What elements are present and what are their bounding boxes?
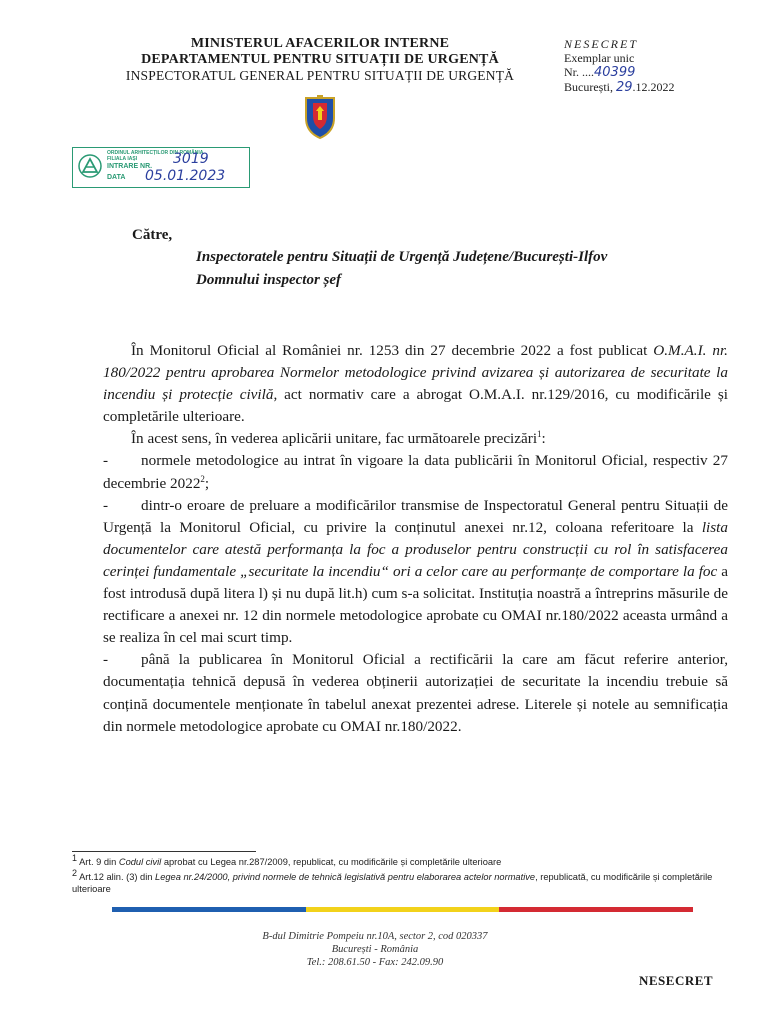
classification-label: NESECRET bbox=[564, 37, 639, 51]
bullet-dash: - bbox=[103, 651, 109, 669]
bullet-1-text: normele metodologice au intrat în vigoare la data publicării în Monitorul Oficial, respectiv 27 decembrie 2022 bbox=[103, 452, 728, 492]
intro-text-a: În Monitorul Oficial al României nr. 1253 din 27 decembrie 2022 a fost publicat bbox=[131, 342, 654, 359]
inspectorate-name: INSPECTORATUL GENERAL PENTRU SITUAȚII DE URGENȚĂ bbox=[125, 68, 515, 83]
ministry-name: MINISTERUL AFACERILOR INTERNE bbox=[190, 36, 450, 51]
institution-address bbox=[200, 930, 550, 969]
flag-stripe-blue bbox=[112, 907, 306, 912]
clarifications-colon: : bbox=[541, 430, 546, 448]
flag-stripe-red bbox=[499, 907, 693, 912]
coat-of-arms-icon bbox=[301, 94, 339, 140]
footnote-2-number: 2 bbox=[72, 867, 78, 878]
recipient-line2: Domnului inspector șef bbox=[196, 272, 342, 288]
oar-logo-icon bbox=[78, 154, 102, 178]
footnote-ref-1: 1 bbox=[537, 429, 542, 440]
paragraph-clarifications bbox=[103, 428, 728, 450]
stamp-org-line1: ORDINUL ARHITECȚILOR DIN ROMÂNIA bbox=[107, 150, 204, 156]
footnote-ref-2: 2 bbox=[200, 473, 205, 484]
issue-date bbox=[564, 80, 675, 95]
flag-stripe bbox=[112, 907, 693, 912]
classification-block bbox=[564, 37, 675, 95]
date-day-handwritten: 29 bbox=[616, 80, 633, 95]
number-handwritten: 40399 bbox=[594, 65, 636, 80]
address-phone-fax: Tel.: 208.61.50 - Fax: 242.09.90 bbox=[306, 957, 444, 968]
intro-order-title: O.M.A.I. nr. 180/2022 pentru aprobarea Normelor metodologice privind avizarea și autorizarea de securitate la incendiu și protecție civilă bbox=[103, 342, 728, 404]
footnote-1-number: 1 bbox=[72, 852, 78, 863]
footer-classification: NESECRET bbox=[639, 973, 714, 988]
bullet-2-text-a: dintr-o eroare de preluare a modificărilor transmise de Inspectoratul General pentru Situații de Urgență la Monitorul Oficial, cu privire la conținutul anexei nr.12, coloana referitoare la bbox=[103, 496, 728, 536]
bullet-1-end: ; bbox=[204, 474, 210, 492]
stamp-org-line2: FILIALA IAȘI bbox=[107, 156, 138, 162]
bullet-item-3 bbox=[103, 649, 728, 737]
footnote-1-text-b: aprobat cu Legea nr.287/2009, republicat, cu modificările și completările ulterioare bbox=[161, 857, 502, 867]
date-suffix: .12.2022 bbox=[632, 80, 675, 94]
letterhead bbox=[92, 36, 548, 84]
footnote-2-text-a: Art.12 alin. (3) din bbox=[77, 872, 156, 882]
footnote-2-text-b: , republicată, cu modificările și completările ulterioare bbox=[72, 872, 713, 894]
number-prefix: Nr. .... bbox=[564, 65, 594, 79]
bullet-2-italic: lista documentelor care atestă performanța la foc a produselor pentru construcții cu rol în satisfacerea cerinței fundamentale „securitate la incendiu“ ori a celor care au performanțe de comportare la foc bbox=[103, 518, 728, 580]
recipient-line1: Inspectoratele pentru Situații de Urgență Județene/București-Ilfov bbox=[196, 249, 608, 265]
recipient-block bbox=[196, 246, 607, 292]
letter-body bbox=[103, 340, 728, 738]
registration-stamp bbox=[72, 147, 250, 188]
bullet-dash: - bbox=[103, 496, 109, 514]
footnote-separator bbox=[72, 851, 256, 852]
address-city: București - România bbox=[331, 944, 419, 955]
clarifications-text: În acest sens, în vederea aplicării unitare, fac următoarele precizări bbox=[131, 430, 538, 448]
bullet-dash: - bbox=[103, 452, 109, 470]
stamp-date-handwritten: 05.01.2023 bbox=[145, 168, 226, 184]
intro-text-b: , act normativ care a abrogat O.M.A.I. nr.129/2016, cu modificările și completările ulterioare. bbox=[103, 386, 728, 426]
stamp-entry-label: INTRARE NR. bbox=[107, 163, 153, 170]
stamp-entry-handwritten: 3019 bbox=[173, 151, 209, 167]
bullet-item-1 bbox=[103, 450, 728, 494]
salutation-to: Către, bbox=[132, 227, 173, 243]
footnote-1-italic: Codul civil bbox=[118, 857, 162, 867]
address-street: B-dul Dimitrie Pompeiu nr.10A, sector 2, cod 020337 bbox=[262, 931, 488, 942]
bullet-item-2 bbox=[103, 495, 728, 650]
stamp-date-label: DATA bbox=[107, 174, 126, 181]
copy-label: Exemplar unic bbox=[564, 51, 635, 65]
department-name: DEPARTAMENTUL PENTRU SITUAȚII DE URGENȚĂ bbox=[141, 52, 499, 67]
date-prefix: București, bbox=[564, 80, 616, 94]
bullet-2-text-b: a fost introdusă după litera l) și nu după lit.h) cum s-a solicitat. Instituția noastră a întreprins măsurile de rectificare a anexei nr. 12 din normele metodologice aprobate cu OMAI nr.180/2022 aceasta urmând a se realiza în cel mai scurt timp. bbox=[103, 562, 728, 647]
paragraph-intro bbox=[103, 340, 728, 428]
footnote-2 bbox=[72, 867, 732, 895]
footnote-1 bbox=[72, 852, 732, 869]
footnote-2-italic: Legea nr.24/2000, privind normele de tehnică legislativă pentru elaborarea actelor normative bbox=[155, 872, 536, 882]
registration-number bbox=[564, 65, 675, 80]
flag-stripe-yellow bbox=[306, 907, 500, 912]
footnote-1-text-a: Art. 9 din bbox=[77, 857, 119, 867]
bullet-3-text: până la publicarea în Monitorul Oficial a rectificării la care am făcut referire anterior, documentația tehnică depusă în vederea obținerii autorizației de securitate la incendiu trebuie să conțină documentele menționate în tabelul anexat prezentei adrese. Literele și notele au semnificația din normele metodologice aprobate cu OMAI nr.180/2022. bbox=[103, 651, 728, 735]
